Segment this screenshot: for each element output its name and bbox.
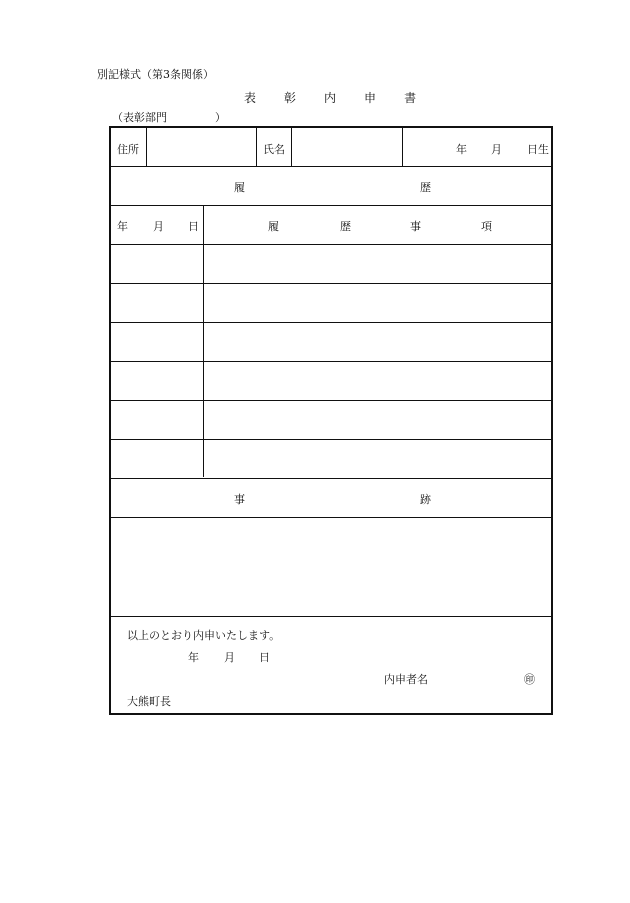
row-divider	[111, 478, 551, 479]
history-item-cell[interactable]	[204, 362, 552, 399]
history-date-cell[interactable]	[111, 323, 202, 360]
seal-mark: ㊞	[524, 673, 535, 686]
history-items-header-char: 履	[268, 220, 279, 233]
history-items-header-char: 項	[481, 220, 492, 233]
submission-year-label: 年	[188, 651, 199, 664]
award-category-close: ）	[215, 111, 226, 124]
row-divider	[111, 205, 551, 206]
submission-statement: 以上のとおり内申いたします。	[127, 629, 281, 642]
achievements-title-char: 事	[234, 493, 245, 506]
history-day-header: 日	[188, 220, 199, 233]
row-divider	[111, 616, 551, 617]
achievements-title-char: 跡	[420, 493, 431, 506]
reporter-name-label: 内申者名	[384, 673, 428, 686]
award-category-line	[112, 109, 226, 125]
history-items-header-char: 事	[410, 220, 421, 233]
history-item-cell[interactable]	[204, 323, 552, 360]
history-year-header: 年	[117, 220, 128, 233]
title-char: 彰	[284, 91, 297, 105]
history-date-cell[interactable]	[111, 401, 202, 438]
recipient-label: 大熊町長	[127, 695, 171, 708]
form-label: 別記様式（第3条関係）	[97, 68, 214, 81]
address-label: 住所	[117, 143, 139, 156]
history-title-char: 歴	[420, 181, 431, 194]
address-field[interactable]	[147, 130, 255, 165]
history-title-char: 履	[234, 181, 245, 194]
history-item-cell[interactable]	[204, 284, 552, 321]
history-date-cell[interactable]	[111, 284, 202, 321]
title-char: 書	[404, 91, 417, 105]
history-month-header: 月	[153, 220, 164, 233]
birth-year-label: 年	[456, 143, 467, 156]
title-char: 表	[244, 91, 257, 105]
form-table	[109, 126, 553, 715]
submission-day-label: 日	[259, 651, 270, 664]
award-category-label: （表彰部門	[112, 111, 167, 124]
history-item-cell[interactable]	[204, 440, 552, 477]
title-char: 申	[364, 91, 377, 105]
title-char: 内	[324, 91, 337, 105]
document-title	[244, 89, 444, 106]
history-items-header-char: 歴	[340, 220, 351, 233]
name-label: 氏名	[263, 143, 285, 156]
history-date-cell[interactable]	[111, 245, 202, 282]
history-item-cell[interactable]	[204, 401, 552, 438]
reporter-name-field[interactable]	[441, 667, 521, 685]
name-field[interactable]	[292, 130, 401, 165]
history-date-cell[interactable]	[111, 362, 202, 399]
row-divider	[111, 166, 551, 167]
col-divider	[256, 128, 257, 166]
history-item-cell[interactable]	[204, 245, 552, 282]
achievements-field[interactable]	[111, 518, 551, 615]
birth-month-label: 月	[491, 143, 502, 156]
birth-day-label: 日生	[527, 143, 549, 156]
submission-month-label: 月	[224, 651, 235, 664]
history-date-cell[interactable]	[111, 440, 202, 477]
